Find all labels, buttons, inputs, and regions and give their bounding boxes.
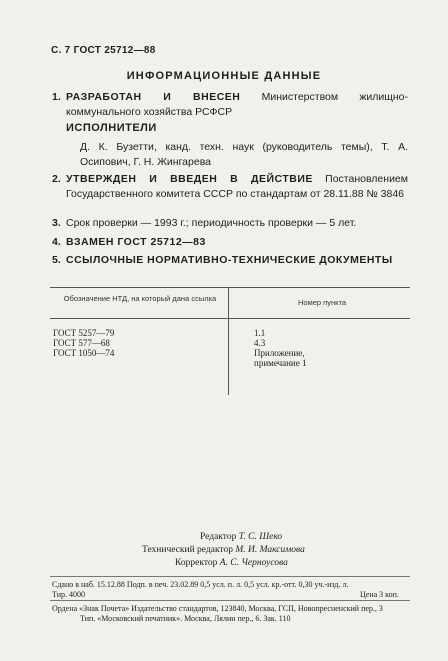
item-number: 5. — [52, 254, 61, 266]
item-text: Постановлением Государственного комитета СССР по стандартам от 28.11.88 № 3846 — [66, 173, 408, 200]
item-text: Срок проверки — 1993 г.; периодичность проверки — 5 лет. — [66, 217, 357, 229]
item-lead: ССЫЛОЧНЫЕ НОРМАТИВНО-ТЕХНИЧЕСКИЕ ДОКУМЕНТЫ — [66, 254, 393, 266]
imprint-top-rule — [50, 576, 410, 577]
table-cell: ГОСТ 5257—79 — [53, 328, 115, 338]
table-cell: 1.1 — [254, 328, 266, 338]
page-header: С. 7 ГОСТ 25712—88 — [51, 45, 156, 56]
table-cell: Приложение, — [254, 348, 305, 358]
item-5 — [52, 253, 408, 268]
editor-line: Редактор Т. С. Шеко — [200, 532, 283, 542]
section-title: ИНФОРМАЦИОННЫЕ ДАННЫЕ — [126, 70, 322, 82]
table-header-designation: Обозначение НТД, на который дана ссылка — [63, 294, 217, 303]
table-top-rule — [50, 287, 410, 288]
table-header-rule — [50, 318, 410, 319]
item-number: 3. — [52, 217, 61, 229]
performers-heading: ИСПОЛНИТЕЛИ — [66, 122, 157, 134]
item-3 — [52, 216, 408, 231]
tech-editor-line: Технический редактор М. И. Максимова — [142, 545, 305, 555]
item-text: Министерством жилищно-коммунального хозяйства РСФСР — [66, 91, 408, 118]
publisher-line: Ордена «Знак Почета» Издательство стандартов, 123840, Москва, ГСП, Новопресненский пер., 3 — [52, 604, 383, 613]
performers-names: Д. К. Бузетти, канд. техн. наук (руководитель темы), Т. А. Осипович, Г. Н. Жингарева — [80, 141, 408, 168]
imprint-mid-rule — [50, 600, 410, 601]
item-number: 2. — [52, 173, 61, 185]
table-cell: примечание 1 — [254, 358, 307, 368]
imprint-circulation: Тир. 4000 — [52, 590, 85, 599]
table-column-divider — [228, 287, 229, 395]
item-lead: РАЗРАБОТАН И ВНЕСЕН — [66, 91, 241, 103]
imprint-price: Цена 3 коп. — [360, 590, 399, 599]
imprint-line-1: Сдано в наб. 15.12.88 Подп. в печ. 23.02.89 0,5 усл. п. л. 0,5 усл. кр.-отт. 0,30 уч.-изд. л. — [52, 580, 349, 589]
item-number: 4. — [52, 236, 61, 248]
table-cell: ГОСТ 577—68 — [53, 338, 110, 348]
item-2 — [52, 172, 408, 202]
corrector-line: Корректор А. С. Черноусова — [175, 558, 288, 568]
table-cell: 4.3 — [254, 338, 266, 348]
table-header-clause: Номер пункта — [297, 298, 346, 307]
item-lead: УТВЕРЖДЕН И ВВЕДЕН В ДЕЙСТВИЕ — [66, 173, 313, 185]
item-1 — [52, 90, 408, 120]
item-number: 1. — [52, 91, 61, 103]
item-lead: ВЗАМЕН ГОСТ 25712—83 — [66, 236, 206, 248]
table-cell: ГОСТ 1050—74 — [53, 348, 115, 358]
item-4 — [52, 235, 408, 250]
printer-line: Тип. «Московский печатник». Москва, Лялин пер., 6. Зак. 110 — [80, 614, 291, 623]
